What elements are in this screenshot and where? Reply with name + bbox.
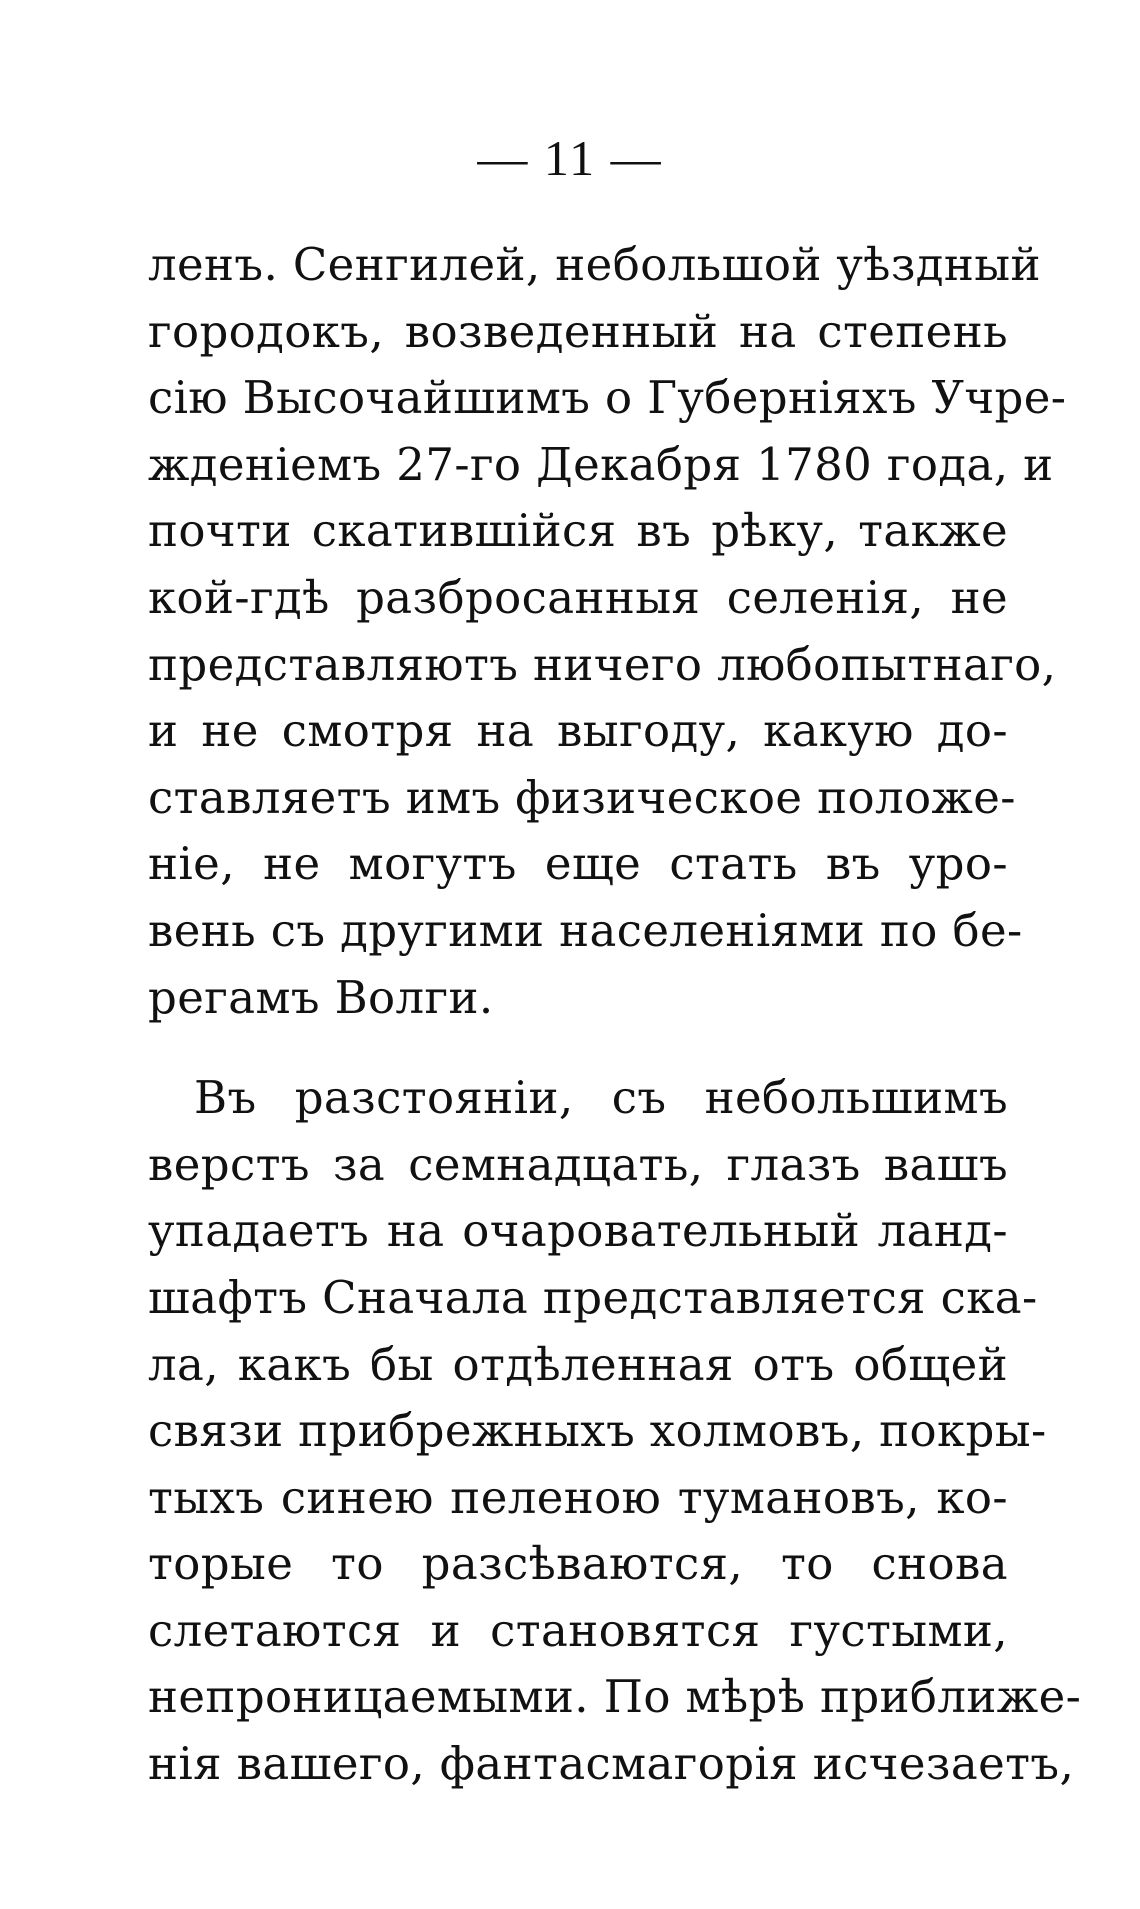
text-line: тыхъ синею пеленою тумановъ, ко- <box>148 1470 1008 1524</box>
text-line: регамъ Волги. <box>148 970 494 1024</box>
paragraph-1 <box>148 232 1067 1031</box>
text-line: почти скатившiйся въ рѣку, также <box>148 504 1008 558</box>
text-line: нiе, не могутъ еще стать въ уро- <box>148 837 1008 891</box>
text-line: нiя вашего, фантасмагорiя исчезаетъ, <box>148 1737 1075 1791</box>
text-line: жденiемъ 27-го Декабря 1780 года, и <box>148 437 1054 491</box>
page-number: — 11 — <box>477 130 663 186</box>
text-line: кой-гдѣ разбросанныя селенiя, не <box>148 570 1008 624</box>
text-line: Въ разстоянiи, съ небольшимъ <box>194 1071 1008 1125</box>
text-line: непроницаемыми. По мѣрѣ приближе- <box>148 1670 1082 1724</box>
text-line: ла, какъ бы отдѣленная отъ общей <box>148 1337 1008 1391</box>
text-line: городокъ, возведенный на степень <box>148 304 1008 358</box>
text-line: ленъ. Сенгилей, небольшой уѣздный <box>148 238 1041 291</box>
text-line: слетаются и становятся густыми, <box>148 1603 1008 1657</box>
body-text <box>148 232 1082 1798</box>
text-line: шафтъ Сначала представляется ска- <box>148 1270 1038 1324</box>
text-line: представляютъ ничего любопытнаго, <box>148 637 1057 691</box>
text-line: упадаетъ на очаровательный ланд- <box>148 1204 1008 1258</box>
text-line: и не смотря на выгоду, какую до- <box>148 704 1008 758</box>
text-line: ставляетъ имъ физическое положе- <box>148 770 1016 824</box>
text-line: сiю Высочайшимъ о Губернiяхъ Учре- <box>148 371 1067 425</box>
text-line: торые то разсѣваются, то снова <box>148 1537 1008 1591</box>
text-line: связи прибрежныхъ холмовъ, покры- <box>148 1404 1047 1458</box>
paragraph-2 <box>148 1065 1082 1798</box>
text-line: верстъ за семнадцать, глазъ вашъ <box>148 1137 1008 1191</box>
text-line: вень съ другими населенiями по бе- <box>148 903 1023 957</box>
paragraph-gap <box>148 1031 1008 1065</box>
